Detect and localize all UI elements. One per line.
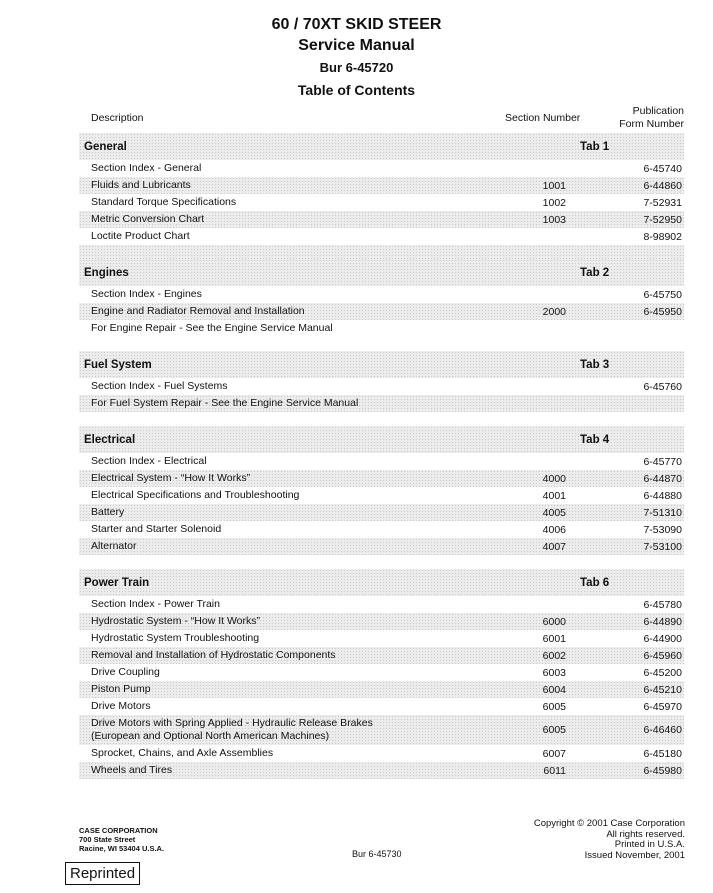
row-form-number: 7-53100 <box>643 540 682 553</box>
row-description <box>79 717 518 743</box>
toc-row <box>79 762 684 779</box>
section-tab: Tab 4 <box>580 433 610 446</box>
row-form-number: 7-52931 <box>643 196 682 209</box>
section-name: Fuel System <box>84 358 152 371</box>
footer-bur-number: Bur 6-45730 <box>352 849 402 859</box>
toc-section <box>79 351 684 426</box>
row-section-number: 6001 <box>542 632 566 645</box>
row-description <box>79 322 518 335</box>
section-spacer <box>79 412 684 426</box>
row-description-line: Drive Motors <box>91 700 151 712</box>
row-form-number: 6-45200 <box>643 666 682 679</box>
column-header-publication <box>619 105 684 131</box>
printed-line: Printed in U.S.A. <box>614 839 685 850</box>
toc-row <box>79 715 684 745</box>
section-tab: Tab 1 <box>580 140 610 153</box>
row-description <box>79 179 518 192</box>
section-tab: Tab 6 <box>580 576 610 589</box>
row-description-line: Starter and Starter Solenoid <box>91 523 222 535</box>
row-section-number: 4007 <box>542 540 566 553</box>
row-section-number: 1001 <box>542 179 566 192</box>
row-description-line: Battery <box>91 506 125 518</box>
toc-row <box>79 395 684 412</box>
row-section-number: 6002 <box>542 649 566 662</box>
row-description-line: Metric Conversion Chart <box>91 213 205 225</box>
row-description-line: Sprocket, Chains, and Axle Assemblies <box>91 747 274 759</box>
row-form-number: 6-44900 <box>643 632 682 645</box>
section-spacer <box>79 555 684 569</box>
column-header-description: Description <box>91 112 144 124</box>
row-form-number: 6-45960 <box>643 649 682 662</box>
toc-row <box>79 630 684 647</box>
row-description-line: Section Index - General <box>91 162 202 174</box>
toc-row <box>79 613 684 630</box>
toc-title: Table of Contents <box>297 82 416 98</box>
row-description-line: Section Index - Power Train <box>91 598 220 610</box>
row-description <box>79 162 518 175</box>
row-description <box>79 615 518 628</box>
toc-row <box>79 286 684 303</box>
row-section-number: 6005 <box>542 700 566 713</box>
row-description <box>79 397 518 410</box>
toc-row <box>79 538 684 555</box>
toc-row <box>79 745 684 762</box>
row-section-number: 1003 <box>542 213 566 226</box>
row-description <box>79 523 518 536</box>
toc-section <box>79 569 684 793</box>
copyright-block <box>534 819 685 861</box>
row-form-number: 7-51310 <box>643 506 682 519</box>
row-form-number: 6-45210 <box>643 683 682 696</box>
row-form-number: 6-45760 <box>643 380 682 393</box>
row-description-line: For Engine Repair - See the Engine Service Manual <box>91 322 333 334</box>
column-header-section: Section Number <box>505 112 581 124</box>
section-name: Engines <box>84 266 129 279</box>
row-description <box>79 747 518 760</box>
row-form-number: 6-45770 <box>643 455 682 468</box>
toc-row <box>79 596 684 613</box>
row-description <box>79 666 518 679</box>
issued-line: Issued November, 2001 <box>584 849 685 861</box>
row-description <box>79 196 518 209</box>
row-description-line: Engine and Radiator Removal and Installation <box>91 305 305 317</box>
section-header <box>79 426 684 453</box>
row-description <box>79 230 518 243</box>
row-description-line: Wheels and Tires <box>91 764 173 776</box>
row-description-line: Electrical System - “How It Works” <box>91 472 251 484</box>
toc-row <box>79 453 684 470</box>
row-form-number: 6-44880 <box>643 489 682 502</box>
column-header-publication-line1: Publication <box>632 105 684 117</box>
row-description-line: For Fuel System Repair - See the Engine Service Manual <box>91 397 359 409</box>
row-section-number: 6003 <box>542 666 566 679</box>
row-section-number: 2000 <box>542 305 566 318</box>
row-description <box>79 700 518 713</box>
section-header <box>79 259 684 286</box>
toc-row <box>79 320 684 337</box>
row-section-number: 6004 <box>542 683 566 696</box>
table-of-contents <box>79 133 684 793</box>
row-section-number: 4000 <box>542 472 566 485</box>
section-spacer <box>79 337 684 351</box>
row-description-line: Section Index - Engines <box>91 288 202 300</box>
company-city: Racine, WI 53404 U.S.A. <box>79 844 165 853</box>
section-tab: Tab 3 <box>580 358 610 371</box>
row-form-number: 6-45780 <box>643 598 682 611</box>
row-description-line: Standard Torque Specifications <box>91 196 237 208</box>
toc-row <box>79 504 684 521</box>
row-section-number: 4005 <box>542 506 566 519</box>
section-name: Power Train <box>84 576 150 589</box>
toc-row <box>79 647 684 664</box>
row-description-line: Drive Coupling <box>91 666 160 678</box>
row-description <box>79 213 518 226</box>
row-description <box>79 649 518 662</box>
toc-section <box>79 426 684 569</box>
row-description-line: Section Index - Fuel Systems <box>91 380 228 392</box>
toc-row <box>79 194 684 211</box>
toc-row <box>79 378 684 395</box>
toc-row <box>79 177 684 194</box>
row-section-number: 1002 <box>542 196 566 209</box>
row-description <box>79 305 518 318</box>
toc-section <box>79 133 684 259</box>
row-description <box>79 598 518 611</box>
row-description-line: Removal and Installation of Hydrostatic Components <box>91 649 336 661</box>
row-description-line: Drive Motors with Spring Applied - Hydraulic Release Brakes <box>91 717 373 729</box>
row-description-line: Section Index - Electrical <box>91 455 207 467</box>
row-form-number: 6-45740 <box>643 162 682 175</box>
row-form-number: 6-44890 <box>643 615 682 628</box>
row-description-line: Piston Pump <box>91 683 151 695</box>
row-section-number: 6000 <box>542 615 566 628</box>
row-form-number: 6-44870 <box>643 472 682 485</box>
section-spacer <box>79 779 684 793</box>
section-header <box>79 351 684 378</box>
toc-row <box>79 521 684 538</box>
row-form-number: 6-46460 <box>643 724 682 736</box>
row-description <box>79 683 518 696</box>
manual-subtitle: Service Manual <box>298 37 415 54</box>
row-section-number: 6011 <box>543 764 566 777</box>
toc-row <box>79 211 684 228</box>
section-header <box>79 133 684 160</box>
toc-row <box>79 470 684 487</box>
row-description-line: Hydrostatic System - “How It Works” <box>91 615 260 627</box>
row-form-number: 7-53090 <box>643 523 682 536</box>
company-address <box>79 826 164 853</box>
toc-row <box>79 664 684 681</box>
row-description <box>79 455 518 468</box>
section-name: Electrical <box>84 433 136 446</box>
row-description <box>79 632 518 645</box>
manual-title: 60 / 70XT SKID STEER <box>271 16 442 33</box>
row-form-number: 6-44860 <box>643 179 682 192</box>
row-description-line: Hydrostatic System Troubleshooting <box>91 632 260 644</box>
section-name: General <box>84 140 127 153</box>
toc-row <box>79 228 684 245</box>
column-header-publication-line2: Form Number <box>619 118 684 130</box>
row-form-number: 6-45750 <box>643 288 682 301</box>
row-form-number: 6-45180 <box>643 747 682 760</box>
row-form-number: 7-52950 <box>643 213 682 226</box>
row-description <box>79 764 518 777</box>
row-section-number: 6007 <box>542 747 566 760</box>
row-description <box>79 540 518 553</box>
row-section-number: 4001 <box>542 489 566 502</box>
row-description <box>79 489 518 502</box>
row-description <box>79 288 518 301</box>
toc-row <box>79 681 684 698</box>
row-form-number: 6-45970 <box>643 700 682 713</box>
toc-row <box>79 160 684 177</box>
row-form-number: 8-98902 <box>643 230 682 243</box>
row-form-number: 6-45950 <box>643 305 682 318</box>
row-description <box>79 380 518 393</box>
row-description-line: Electrical Specifications and Troubleshooting <box>91 489 300 501</box>
section-spacer <box>79 245 684 259</box>
row-description <box>79 506 518 519</box>
toc-row <box>79 698 684 715</box>
copyright-line: Copyright © 2001 Case Corporation <box>533 818 685 829</box>
toc-row <box>79 303 684 320</box>
row-form-number: 6-45980 <box>643 764 682 777</box>
bur-number: Bur 6-45720 <box>319 60 394 75</box>
reprinted-stamp: Reprinted <box>65 862 140 885</box>
company-street: 700 State Street <box>79 835 136 844</box>
row-section-number: 4006 <box>542 523 566 536</box>
row-description-line: Loctite Product Chart <box>91 230 190 242</box>
row-description-line: Alternator <box>91 540 137 552</box>
rights-line: All rights reserved. <box>606 828 685 840</box>
row-description-line: (European and Optional North American Machines) <box>91 730 330 742</box>
toc-row <box>79 487 684 504</box>
row-section-number: 6005 <box>542 724 566 736</box>
section-header <box>79 569 684 596</box>
row-description <box>79 472 518 485</box>
toc-section <box>79 259 684 351</box>
row-description-line: Fluids and Lubricants <box>91 179 191 191</box>
section-tab: Tab 2 <box>580 266 610 279</box>
company-name: CASE CORPORATION <box>79 826 158 835</box>
